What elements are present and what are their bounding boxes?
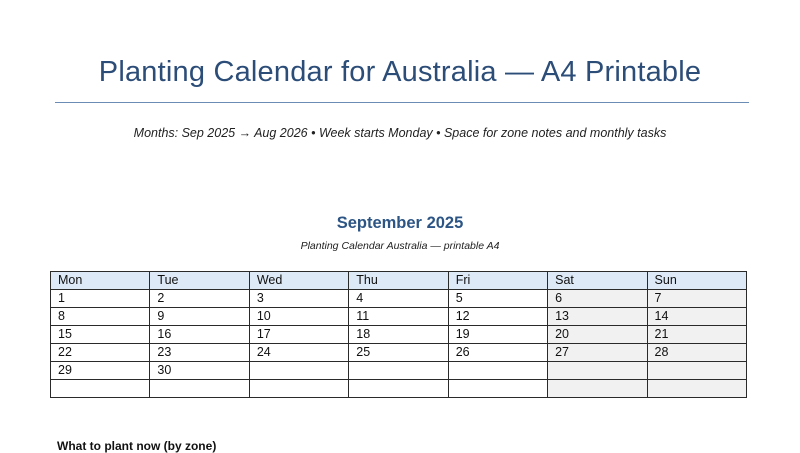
day-cell [249,380,348,398]
month-calendar-table [50,271,747,398]
day-cell: 18 [349,326,448,344]
weekday-header: Tue [150,272,249,290]
weekday-header: Mon [51,272,150,290]
day-cell: 26 [448,344,547,362]
weekday-header-row [51,272,747,290]
week-row [51,344,747,362]
day-cell: 5 [448,290,547,308]
weekend-day-cell: 20 [548,326,647,344]
day-cell: 25 [349,344,448,362]
day-cell: 19 [448,326,547,344]
weekend-day-cell: 6 [548,290,647,308]
weekday-header: Fri [448,272,547,290]
day-cell: 2 [150,290,249,308]
day-cell: 23 [150,344,249,362]
week-row [51,290,747,308]
day-cell [448,380,547,398]
weekday-header: Sun [647,272,746,290]
day-cell: 4 [349,290,448,308]
weekday-header: Wed [249,272,348,290]
day-cell: 10 [249,308,348,326]
page-subtitle: Months: Sep 2025 → Aug 2026 • Week starts Monday • Space for zone notes and monthly tasks [133,126,667,140]
weekend-day-cell: 27 [548,344,647,362]
day-cell: 22 [51,344,150,362]
weekend-day-cell: 28 [647,344,746,362]
day-cell [150,380,249,398]
day-cell [51,380,150,398]
month-heading: September 2025 [336,214,464,232]
day-cell [249,362,348,380]
weekday-header: Thu [349,272,448,290]
day-cell [448,362,547,380]
page-title: Planting Calendar for Australia — A4 Printable [98,56,702,88]
weekend-day-cell [647,380,746,398]
weekend-day-cell: 7 [647,290,746,308]
day-cell: 16 [150,326,249,344]
day-cell [349,380,448,398]
weekday-header: Sat [548,272,647,290]
week-row [51,380,747,398]
weekend-day-cell: 13 [548,308,647,326]
day-cell: 24 [249,344,348,362]
day-cell: 29 [51,362,150,380]
weekend-day-cell: 21 [647,326,746,344]
day-cell: 8 [51,308,150,326]
day-cell: 30 [150,362,249,380]
day-cell: 11 [349,308,448,326]
week-row [51,362,747,380]
day-cell: 9 [150,308,249,326]
day-cell [349,362,448,380]
day-cell: 17 [249,326,348,344]
weekend-day-cell [548,362,647,380]
day-cell: 12 [448,308,547,326]
day-cell: 3 [249,290,348,308]
week-row [51,326,747,344]
month-caption: Planting Calendar Australia — printable A4 [300,240,500,252]
weekend-day-cell: 14 [647,308,746,326]
week-row [51,308,747,326]
zone-notes-heading: What to plant now (by zone) [57,439,217,453]
weekend-day-cell [548,380,647,398]
weekend-day-cell [647,362,746,380]
title-divider [55,102,749,103]
day-cell: 15 [51,326,150,344]
day-cell: 1 [51,290,150,308]
